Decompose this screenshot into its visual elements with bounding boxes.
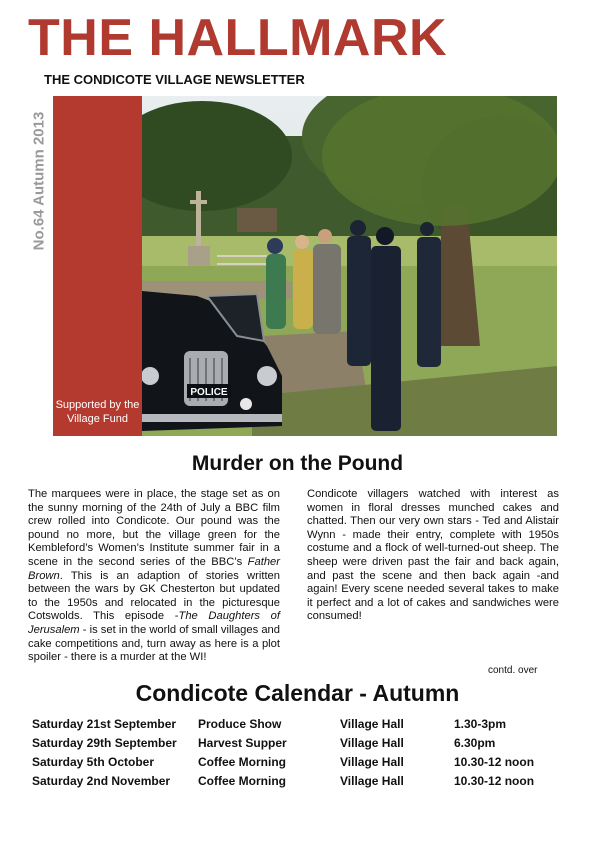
calendar-event: Produce Show [198, 717, 282, 731]
article-text-1c: - is set in the world of small villages and cake competitions and, turn away as here is a plot spoiler - there is a murder at the WI! [28, 623, 280, 664]
continued-note: contd. over [488, 665, 538, 676]
issue-label: No.64 Autumn 2013 [30, 111, 48, 251]
calendar-venue: Village Hall [340, 774, 404, 788]
calendar-event: Coffee Morning [198, 755, 286, 769]
calendar-date: Saturday 21st September [32, 717, 177, 731]
article-headline: Murder on the Pound [191, 452, 404, 475]
calendar-event: Harvest Supper [198, 736, 287, 750]
calendar-heading: Condicote Calendar - Autumn [135, 680, 460, 706]
issue-label-container [28, 96, 50, 266]
article-column-2 [307, 488, 559, 630]
article-paragraph-2: Condicote villagers watched with interest as women in floral dresses munched cakes and chatted. Then our very own stars - Ted and Alistair Wynn - made their entry, complete with 1950s costume and a flock of well-turned-out sheep. The sheep were driven past the fair and back again, and past the scene and then back again -and again! Every scene needed several takes to make it perfect and a lot of cakes and sandwiches were consumed! [307, 488, 559, 623]
calendar-venue: Village Hall [340, 736, 404, 750]
article-title-father-brown: Father Brown [28, 555, 280, 582]
calendar-venue: Village Hall [340, 755, 404, 769]
newsletter-subtitle: THE CONDICOTE VILLAGE NEWSLETTER [44, 72, 305, 87]
article-column-1 [28, 488, 280, 671]
accent-bar [53, 96, 142, 436]
calendar-event: Coffee Morning [198, 774, 286, 788]
calendar-time: 10.30-12 noon [454, 774, 535, 788]
calendar-date: Saturday 2nd November [32, 774, 171, 788]
calendar-time: 6.30pm [454, 736, 496, 750]
supported-note: Supported by the Village Fund [55, 399, 140, 425]
article-paragraph-1 [28, 488, 280, 665]
calendar-time: 10.30-12 noon [454, 755, 535, 769]
calendar-time: 1.30-3pm [454, 717, 507, 731]
calendar-date: Saturday 29th September [32, 736, 177, 750]
police-sign: POLICE [190, 387, 228, 398]
article-text-1b: . This is an adaption of stories written between the wars by GK Chesterton but updated to the 1950s and relocated in the picturesque Cotswolds. This episode - [28, 569, 280, 623]
photo-illustration [142, 96, 557, 436]
calendar-date: Saturday 5th October [32, 755, 155, 769]
article-title-episode: The Daughters of Jerusalem [28, 610, 280, 636]
newsletter-title: THE HALLMARK [28, 9, 448, 67]
article-text-1a: The marquees were in place, the stage set as on the sunny morning of the 24th of July a BBC film crew rolled into Condicote. Our pound was the pound no more, but the village green for the Kembleford’s Women’s Institute summer fair in a scene in the second series of the BBC’s [28, 488, 280, 568]
film-scene-photo [142, 96, 557, 436]
calendar-venue: Village Hall [340, 717, 404, 731]
